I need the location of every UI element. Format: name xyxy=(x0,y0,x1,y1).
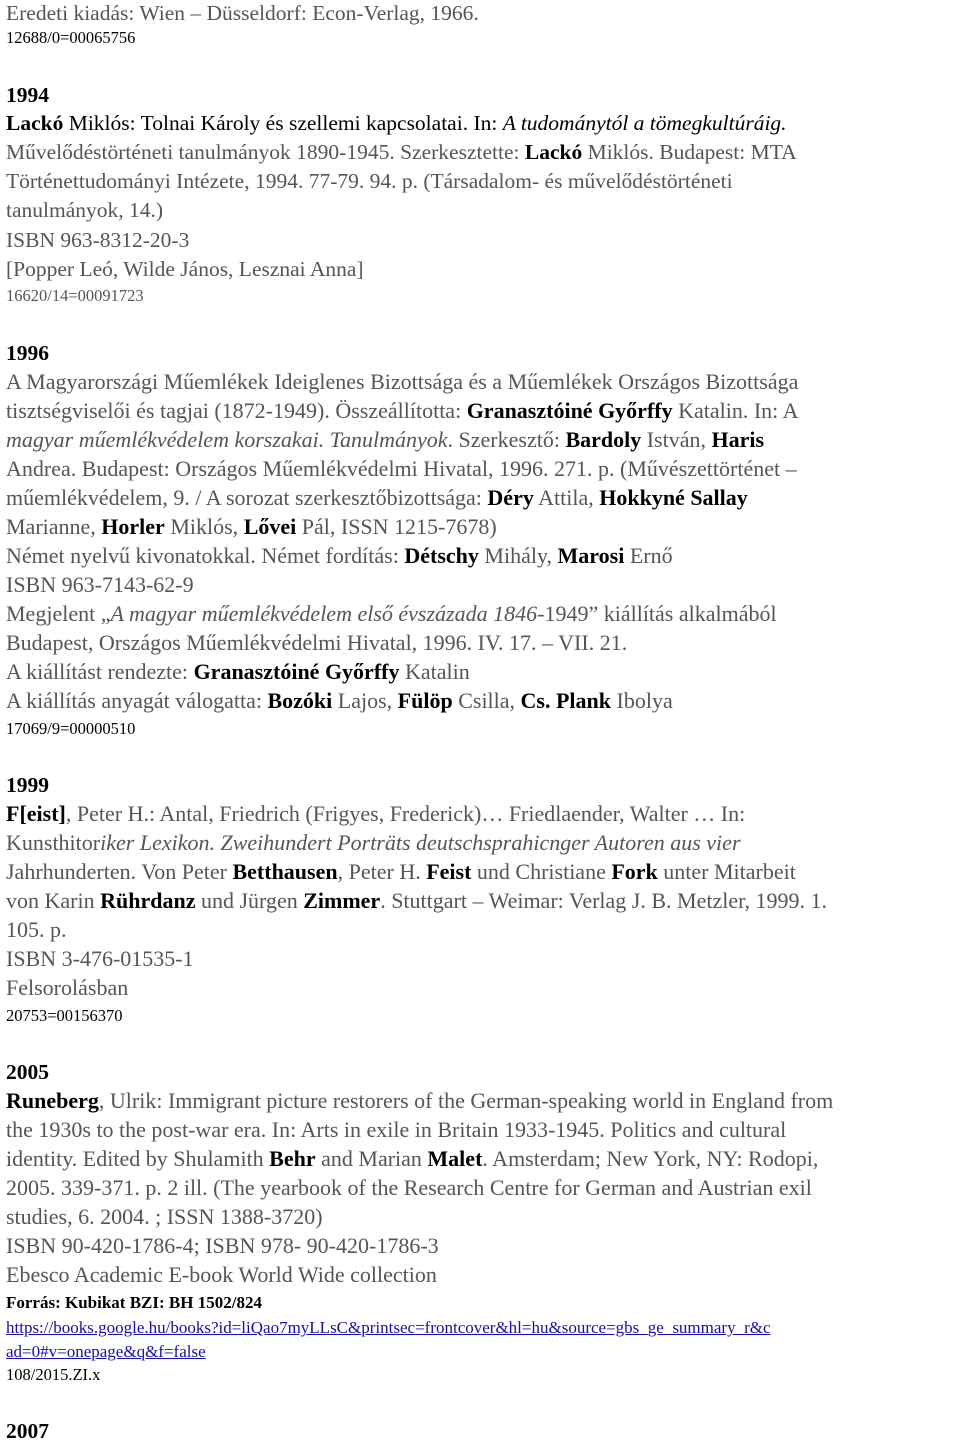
entry-1994-line-1: Lackó Miklós: Tolnai Károly és szellemi kapcsolatai. In: A tudománytól a tömegkultúráig. xyxy=(6,111,787,135)
entry-1996-line-10: Budapest, Országos Műemlékvédelmi Hivatal, 1996. IV. 17. – VII. 21. xyxy=(6,630,628,655)
entry-2005-line-5: studies, 6. 2004. ; ISSN 1388-3720) xyxy=(6,1204,323,1229)
entry-1996-isbn: ISBN 963-7143-62-9 xyxy=(6,572,194,597)
entry-1996-line-12: A kiállítás anyagát válogatta: Bozóki Lajos, Fülöp Csilla, Cs. Plank Ibolya xyxy=(6,688,673,713)
entry-1994-isbn: ISBN 963-8312-20-3 xyxy=(6,228,190,252)
entry-1996-line-11: A kiállítást rendezte: Granasztóiné Győrffy Katalin xyxy=(6,659,470,684)
source-note: Forrás: Kubikat BZI: BH 1502/824 xyxy=(6,1293,262,1312)
entry-1999-line-1: F[eist], Peter H.: Antal, Friedrich (Frigyes, Frederick)… Friedlaender, Walter … In: xyxy=(6,801,746,826)
entry-1996-line-4: Andrea. Budapest: Országos Műemlékvédelmi Hivatal, 1996. 271. p. (Művészettörténet – xyxy=(6,456,797,481)
year-heading-1999: 1999 xyxy=(6,773,49,797)
entry-1999-line-7: Felsorolásban xyxy=(6,975,129,1000)
entry-1996-line-3: magyar műemlékvédelem korszakai. Tanulmányok. Szerkesztő: Bardoly István, Haris xyxy=(6,427,765,452)
original-edition-line: Eredeti kiadás: Wien – Düsseldorf: Econ-Verlag, 1966. xyxy=(6,1,479,25)
entry-1999-isbn: ISBN 3-476-01535-1 xyxy=(6,946,194,971)
entry-1999-line-5: 105. p. xyxy=(6,917,67,942)
entry-1996-line-5: műemlékvédelem, 9. / A sorozat szerkesztőbizottsága: Déry Attila, Hokkyné Sallay xyxy=(6,485,748,510)
entry-2005-line-4: 2005. 339-371. p. 2 ill. (The yearbook of the Research Centre for German and Austrian exil xyxy=(6,1175,812,1200)
entry-1996-line-2: tisztségviselői és tagjai (1872-1949). Összeállította: Granasztóiné Győrffy Katalin. In: A xyxy=(6,398,799,423)
entry-1996-line-6: Marianne, Horler Miklós, Lővei Pál, ISSN 1215-7678) xyxy=(6,514,497,539)
record-id: 108/2015.ZI.x xyxy=(6,1365,101,1384)
entry-1999-line-3: Jahrhunderten. Von Peter Betthausen, Peter H. Feist und Christiane Fork unter Mitarbeit xyxy=(6,859,796,884)
entry-1999-line-4: von Karin Rührdanz und Jürgen Zimmer. Stuttgart – Weimar: Verlag J. B. Metzler, 1999. 1. xyxy=(6,888,828,913)
entry-2005-line-7: Ebesco Academic E-book World Wide collection xyxy=(6,1262,437,1287)
entry-2005-line-2: the 1930s to the post-war era. In: Arts in exile in Britain 1933-1945. Politics and cultural xyxy=(6,1117,787,1142)
record-id: 20753=00156370 xyxy=(6,1006,123,1025)
entry-1994-persons: [Popper Leó, Wilde János, Lesznai Anna] xyxy=(6,257,364,281)
record-id: 16620/14=00091723 xyxy=(6,286,144,305)
record-id: 12688/0=00065756 xyxy=(6,28,136,47)
google-books-link[interactable]: https://books.google.hu/books?id=liQao7myLLsC&printsec=frontcover&hl=hu&source=gbs_ge_summary_r&c xyxy=(6,1318,771,1337)
year-heading-1994: 1994 xyxy=(6,83,49,107)
google-books-link-cont[interactable]: ad=0#v=onepage&q&f=false xyxy=(6,1342,206,1361)
year-heading-2007: 2007 xyxy=(6,1419,49,1443)
entry-1996-line-1: A Magyarországi Műemlékek Ideiglenes Bizottsága és a Műemlékek Országos Bizottsága xyxy=(6,369,799,394)
entry-1996-line-9: Megjelent „A magyar műemlékvédelem első évszázada 1846-1949” kiállítás alkalmából xyxy=(6,601,777,626)
entry-1994-line-2: Művelődéstörténeti tanulmányok 1890-1945. Szerkesztette: Lackó Miklós. Budapest: MTA xyxy=(6,140,797,164)
year-heading-2005: 2005 xyxy=(6,1060,49,1084)
entry-1999-line-2: Kunsthitoriker Lexikon. Zweihundert Porträts deutschsprahicnger Autoren aus vier xyxy=(6,830,741,855)
year-heading-1996: 1996 xyxy=(6,341,49,365)
record-id: 17069/9=00000510 xyxy=(6,719,136,738)
entry-2005-line-1: Runeberg, Ulrik: Immigrant picture restorers of the German-speaking world in England from xyxy=(6,1088,834,1113)
entry-1994-line-4: tanulmányok, 14.) xyxy=(6,198,164,222)
entry-2005-line-3: identity. Edited by Shulamith Behr and Marian Malet. Amsterdam; New York, NY: Rodopi, xyxy=(6,1146,819,1171)
entry-1996-line-7: Német nyelvű kivonatokkal. Német fordítás: Détschy Mihály, Marosi Ernő xyxy=(6,543,673,568)
entry-1994-line-3: Történettudományi Intézete, 1994. 77-79. 94. p. (Társadalom- és művelődéstörténeti xyxy=(6,169,733,193)
entry-2005-isbn: ISBN 90-420-1786-4; ISBN 978- 90-420-1786-3 xyxy=(6,1233,439,1258)
